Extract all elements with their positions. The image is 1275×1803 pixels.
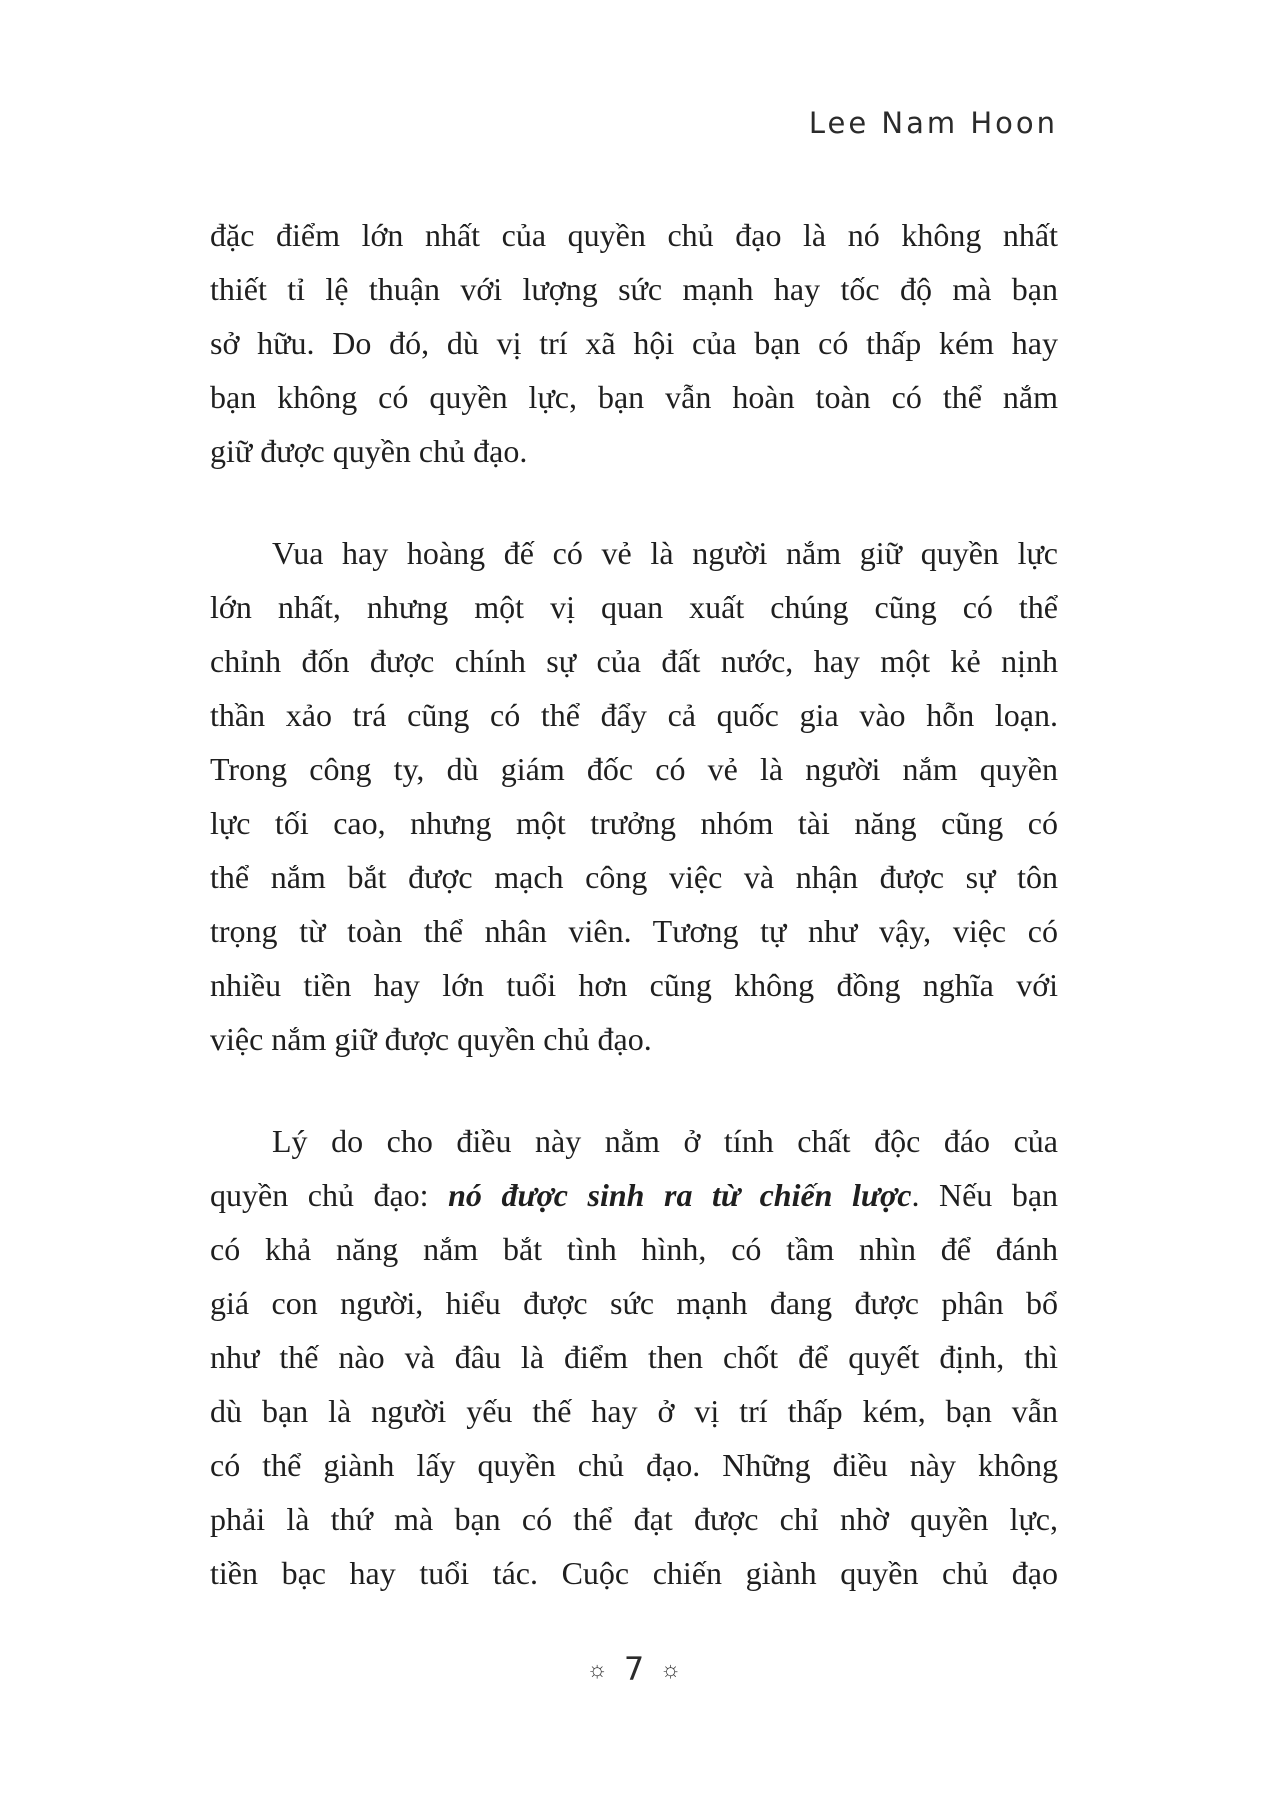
- text-line: [210, 1330, 1058, 1384]
- text-segment: thần xảo trá cũng có thể đẩy cả quốc gia vào hỗn loạn.: [210, 697, 1058, 733]
- text-segment: tiền bạc hay tuổi tác. Cuộc chiến giành quyền chủ đạo: [210, 1555, 1058, 1591]
- text-line: [210, 634, 1058, 688]
- text-line: [210, 1276, 1058, 1330]
- text-line: [210, 904, 1058, 958]
- text-segment: thiết tỉ lệ thuận với lượng sức mạnh hay tốc độ mà bạn: [210, 271, 1058, 307]
- page-number: 7: [623, 1650, 645, 1688]
- paragraph: [210, 526, 1058, 1066]
- text-line: [210, 796, 1058, 850]
- text-segment: Lý do cho điều này nằm ở tính chất độc đáo của: [272, 1123, 1058, 1159]
- text-segment: chỉnh đốn được chính sự của đất nước, hay một kẻ nịnh: [210, 643, 1058, 679]
- text-line: [210, 1492, 1058, 1546]
- text-line: [210, 1438, 1058, 1492]
- text-line: [210, 1114, 1058, 1168]
- text-line: [210, 526, 1058, 580]
- text-segment: bạn không có quyền lực, bạn vẫn hoàn toàn có thể nắm: [210, 379, 1058, 415]
- text-segment: có khả năng nắm bắt tình hình, có tầm nhìn để đánh: [210, 1231, 1058, 1267]
- text-segment: nhiều tiền hay lớn tuổi hơn cũng không đồng nghĩa với: [210, 967, 1058, 1003]
- emphasized-text: nó được sinh ra từ chiến lược: [448, 1177, 912, 1213]
- text-line: [210, 370, 1058, 424]
- text-segment: lực tối cao, nhưng một trưởng nhóm tài năng cũng có: [210, 805, 1058, 841]
- text-line: [210, 1384, 1058, 1438]
- text-line: [210, 1168, 1058, 1222]
- text-line: [210, 1012, 1058, 1066]
- text-segment: Trong công ty, dù giám đốc có vẻ là người nắm quyền: [210, 751, 1058, 787]
- running-header-author: Lee Nam Hoon: [808, 106, 1058, 140]
- paragraph: [210, 1114, 1058, 1600]
- text-line: [210, 688, 1058, 742]
- text-segment: phải là thứ mà bạn có thể đạt được chỉ nhờ quyền lực,: [210, 1501, 1058, 1537]
- text-segment: đặc điểm lớn nhất của quyền chủ đạo là nó không nhất: [210, 217, 1058, 253]
- text-segment: thể nắm bắt được mạch công việc và nhận được sự tôn: [210, 859, 1058, 895]
- text-line: [210, 580, 1058, 634]
- text-line: [210, 1222, 1058, 1276]
- text-segment: lớn nhất, nhưng một vị quan xuất chúng cũng có thể: [210, 589, 1058, 625]
- text-segment: giá con người, hiểu được sức mạnh đang được phân bổ: [210, 1285, 1058, 1321]
- text-segment: dù bạn là người yếu thế hay ở vị trí thấp kém, bạn vẫn: [210, 1393, 1058, 1429]
- footer-ornament-right-icon: ☼: [660, 1657, 682, 1682]
- text-segment: giữ được quyền chủ đạo.: [210, 433, 528, 469]
- text-line: [210, 850, 1058, 904]
- footer-ornament-left-icon: ☼: [586, 1657, 608, 1682]
- text-segment: trọng từ toàn thể nhân viên. Tương tự như vậy, việc có: [210, 913, 1058, 949]
- text-segment: Vua hay hoàng đế có vẻ là người nắm giữ quyền lực: [272, 535, 1058, 571]
- page-body-text: [210, 208, 1058, 1600]
- text-segment: có thể giành lấy quyền chủ đạo. Những điều này không: [210, 1447, 1058, 1483]
- page-footer: [210, 1650, 1058, 1688]
- text-segment: việc nắm giữ được quyền chủ đạo.: [210, 1021, 652, 1057]
- text-line: [210, 208, 1058, 262]
- text-line: [210, 316, 1058, 370]
- text-line: [210, 424, 1058, 478]
- text-segment: quyền chủ đạo:: [210, 1177, 449, 1213]
- text-line: [210, 742, 1058, 796]
- text-line: [210, 262, 1058, 316]
- text-line: [210, 1546, 1058, 1600]
- text-segment: như thế nào và đâu là điểm then chốt để quyết định, thì: [210, 1339, 1058, 1375]
- text-segment: . Nếu bạn: [911, 1177, 1059, 1213]
- text-segment: sở hữu. Do đó, dù vị trí xã hội của bạn có thấp kém hay: [210, 325, 1058, 361]
- text-line: [210, 958, 1058, 1012]
- paragraph: [210, 208, 1058, 478]
